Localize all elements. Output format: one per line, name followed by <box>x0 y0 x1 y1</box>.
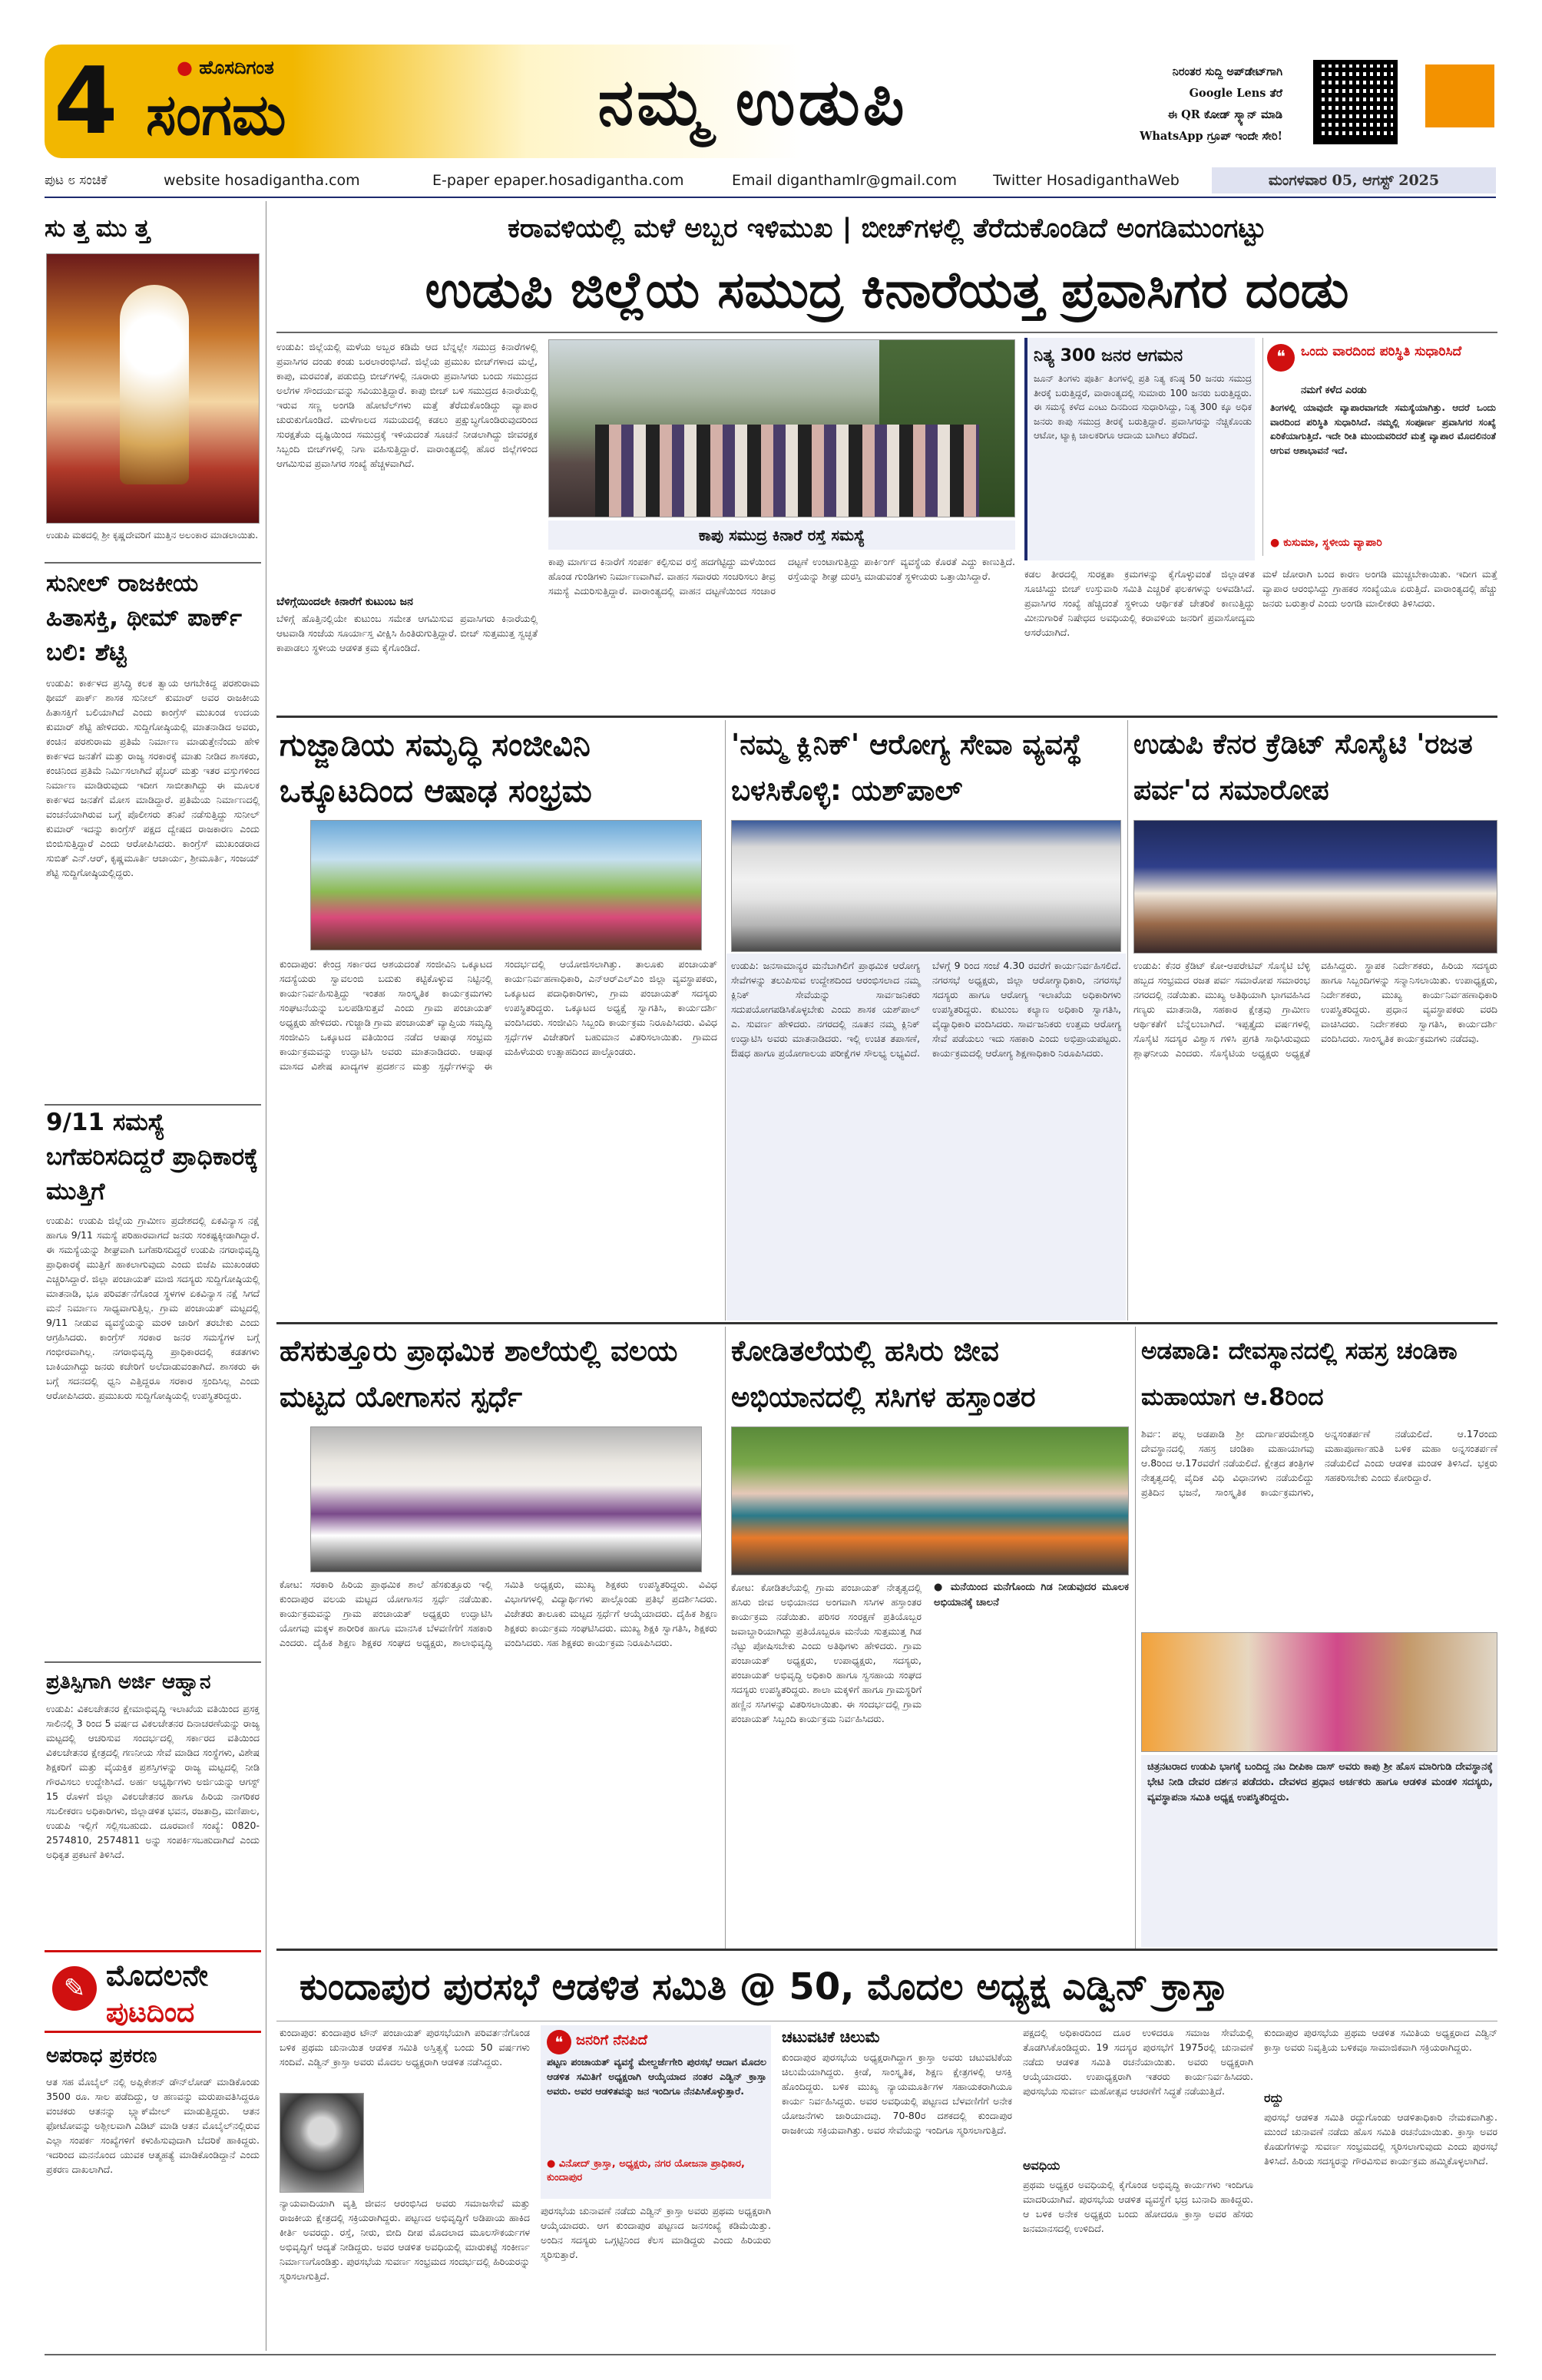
story-5-side-note: ● ಮನೆಯಿಂದ ಮನೆಗೊಂದು ಗಿಡ ನೀಡುವುದರ ಮೂಲಕ ಅಭಿಯಾನಕ್ಕೆ ಚಾಲನೆ <box>934 1582 1129 1608</box>
page-title: ನಮ್ಮ ಉಡುಪಿ <box>597 64 908 140</box>
sidebar-story-3-body: ಉಡುಪಿ: ವಿಕಲಚೇತನರ ಕ್ಷೇಮಾಭಿವೃದ್ಧಿ ಇಲಾಖೆಯ ವತಿಯಿಂದ ಪ್ರಸಕ್ತ ಸಾಲಿನಲ್ಲಿ 3 ರಿಂದ 5 ವರ್ಷದ ವಿಕಲಚೇತನರ ದಿನಾಚರಣೆಯನ್ನು ರಾಜ್ಯ ಮಟ್ಟದಲ್ಲಿ ಆಚರಿಸುವ ಸಂದರ್ಭದಲ್ಲಿ ಸರ್ಕಾರದ ವತಿಯಿಂದ ವಿಕಲಚೇತನರ ಕ್ಷೇತ್ರದಲ್ಲಿ ಗಣನೀಯ ಸೇವೆ ಮಾಡಿದ ಸಂಸ್ಥೆಗಳು, ವಿಶೇಷ ಶಿಕ್ಷಕರಿಗೆ ಮತ್ತು ವೈಯಕ್ತಿಕ ಪ್ರಶಸ್ತಿಗಳನ್ನು ರಾಜ್ಯ ಮಟ್ಟದಲ್ಲಿ ನೀಡಿ ಗೌರವಿಸಲು ಉದ್ದೇಶಿಸಿದೆ. ಅರ್ಹ ಅಭ್ಯರ್ಥಿಗಳು ಅರ್ಜಿಯನ್ನು ಆಗಸ್ಟ್ 15 ರೊಳಗೆ ಜಿಲ್ಲಾ ವಿಕಲಚೇತನರ ಹಾಗೂ ಹಿರಿಯ ನಾಗರಿಕರ ಸಬಲೀಕರಣ ಅಧಿಕಾರಿಗಳು, ಜಿಲ್ಲಾಡಳಿತ ಭವನ, ರಜತಾದ್ರಿ, ಮಣಿಪಾಲ, ಉಡುಪಿ ಇಲ್ಲಿಗೆ ಸಲ್ಲಿಸಬಹುದು. ದೂರವಾಣಿ ಸಂಖ್ಯೆ: 0820-2574810, 2574811 ಅನ್ನು ಸಂಪರ್ಕಿಸಬಹುದಾಗಿದೆ ಎಂದು ಅಧಿಕೃತ ಪ್ರಕಟಣೆ ತಿಳಿಸಿದೆ. <box>46 1703 260 1860</box>
sidebar-story-4-headline: ಅಪರಾಧ ಪ್ರಕರಣ <box>46 2044 157 2068</box>
story-2-headline: 'ನಮ್ಮ ಕ್ಲಿನಿಕ್' ಆರೋಗ್ಯ ಸೇವಾ ವ್ಯವಸ್ಥೆ ಬಳಸಿಕೊಳ್ಳಿ: ಯಶ್‌ಪಾಲ್ <box>731 728 1082 807</box>
bottom-col1: ಕುಂದಾಪುರ: ಕುಂದಾಪುರ ಟೌನ್ ಪಂಚಾಯತ್ ಪುರಸಭೆಯಾಗಿ ಪರಿವರ್ತನೆಗೊಂಡ ಬಳಿಕ ಪ್ರಥಮ ಚುನಾಯಿತ ಆಡಳಿತ ಸಮಿತಿ ಅಸ್ತಿತ್ವಕ್ಕೆ ಬಂದು 50 ವರ್ಷಗಳು ಸಂದಿವೆ. ಎಡ್ವಿನ್ ಕ್ರಾಸ್ತಾ ಅವರು ಮೊದಲ ಅಧ್ಯಕ್ಷರಾಗಿ ಆಡಳಿತ ನಡೆಸಿದ್ದರು. <box>280 2027 530 2068</box>
story-6-photo <box>1141 1632 1497 1752</box>
story-1-photo <box>310 820 702 950</box>
pen-icon: ✎ <box>52 1966 97 2011</box>
bottom-col4: ಪಕ್ಷದಲ್ಲಿ ಅಧಿಕಾರದಿಂದ ದೂರ ಉಳಿದರೂ ಸಮಾಜ ಸೇವೆಯಲ್ಲಿ ತೊಡಗಿಸಿಕೊಂಡಿದ್ದರು. 19 ಸದಸ್ಯರ ಪುರಸಭೆಗೆ 1975ರಲ್ಲಿ ಚುನಾವಣೆ ನಡೆದು ಆಡಳಿತ ಸಮಿತಿ ರಚನೆಯಾಯಿತು. ಅವರು ಅಧ್ಯಕ್ಷರಾಗಿ ಆಯ್ಕೆಯಾದರು. ಉಪಾಧ್ಯಕ್ಷರಾಗಿ ಇತರರು ಕಾರ್ಯನಿರ್ವಹಿಸಿದರು. ಪುರಸಭೆಯ ಸುವರ್ಣ ಮಹೋತ್ಸವ ಆಚರಣೆಗೆ ಸಿದ್ಧತೆ ನಡೆಯುತ್ತಿದೆ. <box>1023 2027 1253 2097</box>
trader-quote-col: ಮಳೆ ಜೋರಾಗಿ ಬಂದ ಕಾರಣ ಅಂಗಡಿ ಮುಚ್ಚಬೇಕಾಯಿತು. ಇದೀಗ ಮತ್ತೆ ವ್ಯಾಪಾರ ಆರಂಭಿಸಿದ್ದು ಗ್ರಾಹಕರ ಸಂಖ್ಯೆಯೂ ಏರುತ್ತಿದೆ. ವಾರಾಂತ್ಯದಲ್ಲಿ ಹೆಚ್ಚು ಜನರು ಬರುತ್ತಾರೆ ಎಂದು ಅಂಗಡಿ ಮಾಲೀಕರು ತಿಳಿಸಿದರು. <box>1262 568 1497 609</box>
lead-col1b: ಬೆಳಿಗ್ಗೆ ಹೊತ್ತಿನಲ್ಲಿಯೇ ಕುಟುಂಬ ಸಮೇತ ಆಗಮಿಸುವ ಪ್ರವಾಸಿಗರು ಕಿನಾರೆಯಲ್ಲಿ ಆಟವಾಡಿ ಸಂಜೆಯ ಸೂರ್ಯಾಸ್ತ ವೀಕ್ಷಿಸಿ ಹಿಂತಿರುಗುತ್ತಿದ್ದಾರೆ. ಬೀಚ್ ಸುತ್ತಮುತ್ತ ಸ್ವಚ್ಛತೆ ಕಾಪಾಡಲು ಸ್ಥಳೀಯ ಆಡಳಿತ ಕ್ರಮ ಕೈಗೊಂಡಿದೆ. <box>276 613 538 653</box>
first-page-line-1: ಮೊದಲನೇ <box>106 1959 208 1992</box>
story-4-photo <box>310 1426 702 1572</box>
brand-text: ಹೊಸದಿಗಂತ <box>199 57 274 78</box>
bottom-col5: ಕುಂದಾಪುರ ಪುರಸಭೆಯ ಪ್ರಥಮ ಆಡಳಿತ ಸಮಿತಿಯ ಅಧ್ಯಕ್ಷರಾದ ಎಡ್ವಿನ್ ಕ್ರಾಸ್ತಾ ಅವರು ನಿವೃತ್ತಿಯ ಬಳಿಕವೂ ಸಾಮಾಜಿಕವಾಗಿ ಸಕ್ರಿಯರಾಗಿದ್ದರು. <box>1264 2027 1497 2053</box>
pages-info: ಪುಟ ೮ ಸಂಚಿಕೆ <box>45 173 108 188</box>
quote-icon: ❝ <box>1267 344 1295 372</box>
promo-line-1: ನಿರಂತರ ಸುದ್ದಿ ಅಪ್‌ಡೇಟ್‌ಗಾಗಿ <box>1172 65 1282 78</box>
lead-col-mid: ಕಾಪು ಮಾರ್ಗದ ಕಿನಾರೆಗೆ ಸಂಪರ್ಕ ಕಲ್ಪಿಸುವ ರಸ್ತೆ ಹದಗೆಟ್ಟಿದ್ದು ಮಳೆಯಿಂದ ಹೊಂಡ ಗುಂಡಿಗಳು ನಿರ್ಮಾಣವಾಗಿವೆ. ವಾಹನ ಸವಾರರು ಸಂಚರಿಸಲು ತೀವ್ರ ಸಮಸ್ಯೆ ಎದುರಿಸುತ್ತಿದ್ದಾರೆ. ವಾರಾಂತ್ಯದಲ್ಲಿ ವಾಹನ ದಟ್ಟಣೆಯಿಂದ ಸಂಚಾರ ದಟ್ಟಣೆ ಉಂಟಾಗುತ್ತಿದ್ದು ಪಾರ್ಕಿಂಗ್ ವ್ಯವಸ್ಥೆಯ ಕೊರತೆ ಎದ್ದು ಕಾಣುತ್ತಿದೆ. ರಸ್ತೆಯನ್ನು ಶೀಘ್ರ ದುರಸ್ತಿ ಮಾಡುವಂತೆ ಸ್ಥಳೀಯರು ಒತ್ತಾಯಿಸಿದ್ದಾರೆ. <box>548 556 1015 597</box>
dissolved-subhead: ರದ್ದು <box>1264 2091 1284 2105</box>
beach-photo-caption: ಕಾಪು ಸಮುದ್ರ ಕಿನಾರೆ ರಸ್ತೆ ಸಮಸ್ಯೆ <box>698 526 865 544</box>
story-6-body: ಶಿರ್ವ: ಪಲ್ಲ ಅಡಪಾಡಿ ಶ್ರೀ ದುರ್ಗಾಪರಮೇಶ್ವರಿ ದೇವಸ್ಥಾನದಲ್ಲಿ ಸಹಸ್ರ ಚಂಡಿಕಾ ಮಹಾಯಾಗವು ಆ.8ರಿಂದ ಆ.17ರವರೆಗೆ ನಡೆಯಲಿದೆ. ಕ್ಷೇತ್ರದ ತಂತ್ರಿಗಳ ನೇತೃತ್ವದಲ್ಲಿ ವೈದಿಕ ವಿಧಿ ವಿಧಾನಗಳು ನಡೆಯಲಿದ್ದು ಪ್ರತಿದಿನ ಭಜನೆ, ಸಾಂಸ್ಕೃತಿಕ ಕಾರ್ಯಕ್ರಮಗಳು, ಅನ್ನಸಂತರ್ಪಣೆ ನಡೆಯಲಿದೆ. ಆ.17ರಂದು ಮಹಾಪೂರ್ಣಾಹುತಿ ಬಳಿಕ ಮಹಾ ಅನ್ನಸಂತರ್ಪಣೆ ನಡೆಯಲಿದೆ ಎಂದು ಆಡಳಿತ ಮಂಡಳಿ ತಿಳಿಸಿದೆ. ಭಕ್ತರು ಸಹಕರಿಸಬೇಕು ಎಂದು ಕೋರಿದ್ದಾರೆ. <box>1141 1428 1497 1498</box>
issue-date: ಮಂಗಳವಾರ 05, ಆಗಸ್ಟ್ 2025 <box>1212 167 1496 193</box>
activity-subhead: ಚಟುವಟಿಕೆ ಚಿಲುಮೆ <box>782 2028 881 2046</box>
trader-quote-sign: ● ಕುಸುಮಾ, ಸ್ಥಳೀಯ ವ್ಯಾಪಾರಿ <box>1270 537 1382 549</box>
bottom-col1b: ನ್ಯಾಯವಾದಿಯಾಗಿ ವೃತ್ತಿ ಜೀವನ ಆರಂಭಿಸಿದ ಅವರು ಸಮಾಜಸೇವೆ ಮತ್ತು ರಾಜಕೀಯ ಕ್ಷೇತ್ರದಲ್ಲಿ ಸಕ್ರಿಯರಾಗಿದ್ದರು. ಪಟ್ಟಣದ ಅಭಿವೃದ್ಧಿಗೆ ಅಡಿಪಾಯ ಹಾಕಿದ ಕೀರ್ತಿ ಅವರದ್ದು. ರಸ್ತೆ, ನೀರು, ಬೀದಿ ದೀಪ ಮೊದಲಾದ ಮೂಲಸೌಕರ್ಯಗಳ ಅಭಿವೃದ್ಧಿಗೆ ಆದ್ಯತೆ ನೀಡಿದ್ದರು. ಅವರ ಆಡಳಿತ ಅವಧಿಯಲ್ಲಿ ಮಾರುಕಟ್ಟೆ ಸಂಕೀರ್ಣ ನಿರ್ಮಾಣಗೊಂಡಿತ್ತು. ಪುರಸಭೆಯ ಸುವರ್ಣ ಸಂಭ್ರಮದ ಸಂದರ್ಭದಲ್ಲಿ ಹಿರಿಯರನ್ನು ಸ್ಮರಿಸಲಾಗುತ್ತಿದೆ. <box>280 2197 530 2282</box>
lead-col1-subhead: ಬೆಳಿಗ್ಗೆಯಿಂದಲೇ ಕಿನಾರೆಗೆ ಕುಟುಂಬ ಜನ <box>276 596 413 608</box>
daily-visitors-title: ನಿತ್ಯ 300 ಜನರ ಆಗಮನ <box>1034 346 1183 365</box>
bottom-col4b: ಪ್ರಥಮ ಅಧ್ಯಕ್ಷರ ಅವಧಿಯಲ್ಲಿ ಕೈಗೊಂಡ ಅಭಿವೃದ್ಧಿ ಕಾರ್ಯಗಳು ಇಂದಿಗೂ ಮಾದರಿಯಾಗಿವೆ. ಪುರಸಭೆಯ ಆಡಳಿತ ವ್ಯವಸ್ಥೆಗೆ ಭದ್ರ ಬುನಾದಿ ಹಾಕಿದ್ದರು. ಆ ಬಳಿಕ ಅನೇಕ ಅಧ್ಯಕ್ಷರು ಬಂದು ಹೋದರೂ ಕ್ರಾಸ್ತಾ ಅವರ ಹೆಸರು ಜನಮಾನಸದಲ್ಲಿ ಉಳಿದಿದೆ. <box>1023 2179 1253 2234</box>
lead-col-lower: ಕಡಲ ತೀರದಲ್ಲಿ ಸುರಕ್ಷತಾ ಕ್ರಮಗಳನ್ನು ಕೈಗೊಳ್ಳುವಂತೆ ಜಿಲ್ಲಾಡಳಿತ ಸೂಚಿಸಿದ್ದು ಬೀಚ್ ಉಸ್ತುವಾರಿ ಸಮಿತಿ ಎಚ್ಚರಿಕೆ ಫಲಕಗಳನ್ನು ಅಳವಡಿಸಿದೆ. ಪ್ರವಾಸಿಗರ ಸಂಖ್ಯೆ ಹೆಚ್ಚಿದಂತೆ ಸ್ಥಳೀಯ ಆರ್ಥಿಕತೆ ಚೇತರಿಕೆ ಕಾಣುತ್ತಿದ್ದು ಮೀನುಗಾರಿಕೆ ನಿಷೇಧದ ಅವಧಿಯಲ್ಲಿ ಕರಾವಳಿಯ ಜನರಿಗೆ ಪ್ರವಾಸೋದ್ಯಮ ಆಸರೆಯಾಗಿದೆ. <box>1024 568 1255 638</box>
people-remember-title: ಜನರಿಗೆ ನೆನಪಿದೆ <box>576 2032 647 2048</box>
daily-visitors-body: ಜೂನ್ ತಿಂಗಳು ಪೂರ್ತಿ ತಿಂಗಳಲ್ಲಿ ಪ್ರತಿ ನಿತ್ಯ ಕನಿಷ್ಠ 50 ಜನರು ಸಮುದ್ರ ತೀರಕ್ಕೆ ಬರುತ್ತಿದ್ದರೆ, ವಾರಾಂತ್ಯದಲ್ಲಿ ಸುಮಾರು 100 ಜನರು ಬರುತ್ತಿದ್ದರು. ಈ ಸಮಸ್ಯೆ ಕಳೆದ ಎಂಟು ದಿನದಿಂದ ಸುಧಾರಿಸಿದ್ದು, ನಿತ್ಯ 300 ಕ್ಕೂ ಅಧಿಕ ಜನರು ಕಾಪು ಸಮುದ್ರ ತೀರಕ್ಕೆ ಬರುತ್ತಿದ್ದಾರೆ. ಪ್ರವಾಸಿಗರನ್ನು ನೆಚ್ಚಿಕೊಂಡು ಆಟೋ, ಟ್ಯಾಕ್ಸಿ ಚಾಲಕರಿಗೂ ಆದಾಯ ಬಾಗಿಲು ತೆರೆದಿದೆ. <box>1034 373 1252 441</box>
lead-col1: ಉಡುಪಿ: ಜಿಲ್ಲೆಯಲ್ಲಿ ಮಳೆಯ ಅಬ್ಬರ ಕಡಿಮೆ ಆದ ಬೆನ್ನಲ್ಲೇ ಸಮುದ್ರ ಕಿನಾರೆಗಳಲ್ಲಿ ಪ್ರವಾಸಿಗರ ದಂಡು ಕಂಡು ಬರಲಾರಂಭಿಸಿದೆ. ಜಿಲ್ಲೆಯ ಪ್ರಮುಖ ಬೀಚ್‌ಗಳಾದ ಮಲ್ಪೆ, ಕಾಪು, ಮರವಂತೆ, ಪಡುಬಿದ್ರಿ ಬೀಚ್‌ಗಳಲ್ಲಿ ನೂರಾರು ಪ್ರವಾಸಿಗರು ಬಂದು ಸಮುದ್ರದ ಅಲೆಗಳ ಸೌಂದರ್ಯವನ್ನು ಸವಿಯುತ್ತಿದ್ದಾರೆ. ಕಾಪು ಬೀಚ್ ಬಳಿ ಸಮುದ್ರದ ಕಿನಾರೆಯಲ್ಲಿ ಇರುವ ಸಣ್ಣ ಅಂಗಡಿ ಹೋಟೆಲ್‌ಗಳು ಮತ್ತೆ ತೆರೆದುಕೊಂಡಿದ್ದು ವ್ಯಾಪಾರ ಚುರುಕುಗೊಂಡಿದೆ. ಮಳೆಗಾಲದ ಸಮಯದಲ್ಲಿ ಕಡಲು ಪ್ರಕ್ಷುಬ್ಧಗೊಂಡಿರುವುದರಿಂದ ಸುರಕ್ಷತೆಯ ದೃಷ್ಟಿಯಿಂದ ಸಮುದ್ರಕ್ಕೆ ಇಳಿಯದಂತೆ ಸೂಚನೆ ನೀಡಲಾಗಿದ್ದು ಜೀವರಕ್ಷಕ ಸಿಬ್ಬಂದಿ ಬೀಚ್‌ಗಳಲ್ಲಿ ನಿಗಾ ವಹಿಸುತ್ತಿದ್ದಾರೆ. ವಾರಾಂತ್ಯದಲ್ಲಿ ಹೊರ ಜಿಲ್ಲೆಗಳಿಂದ ಆಗಮಿಸುವ ಪ್ರವಾಸಿಗರ ಸಂಖ್ಯೆ ಹೆಚ್ಚಳವಾಗಿದೆ. <box>276 341 538 469</box>
story-5-body: ಕೋಟ: ಕೋಡಿತಲೆಯಲ್ಲಿ ಗ್ರಾಮ ಪಂಚಾಯತ್ ನೇತೃತ್ವದಲ್ಲಿ ಹಸಿರು ಜೀವ ಅಭಿಯಾನದ ಅಂಗವಾಗಿ ಸಸಿಗಳ ಹಸ್ತಾಂತರ ಕಾರ್ಯಕ್ರಮ ನಡೆಯಿತು. ಪರಿಸರ ಸಂರಕ್ಷಣೆ ಪ್ರತಿಯೊಬ್ಬರ ಜವಾಬ್ದಾರಿಯಾಗಿದ್ದು ಪ್ರತಿಯೊಬ್ಬರೂ ಮನೆಯ ಸುತ್ತಮುತ್ತ ಗಿಡ ನೆಟ್ಟು ಪೋಷಿಸಬೇಕು ಎಂದು ಅತಿಥಿಗಳು ಹೇಳಿದರು. ಗ್ರಾಮ ಪಂಚಾಯತ್ ಅಧ್ಯಕ್ಷರು, ಉಪಾಧ್ಯಕ್ಷರು, ಸದಸ್ಯರು, ಪಂಚಾಯತ್ ಅಭಿವೃದ್ಧಿ ಅಧಿಕಾರಿ ಹಾಗೂ ಸ್ವಸಹಾಯ ಸಂಘದ ಸದಸ್ಯರು ಉಪಸ್ಥಿತರಿದ್ದರು. ಶಾಲಾ ಮಕ್ಕಳಿಗೆ ಹಾಗೂ ಗ್ರಾಮಸ್ಥರಿಗೆ ಹಣ್ಣಿನ ಸಸಿಗಳನ್ನು ವಿತರಿಸಲಾಯಿತು. ಈ ಸಂದರ್ಭದಲ್ಲಿ ಗ್ರಾಮ ಪಂಚಾಯತ್ ಸಿಬ್ಬಂದಿ ಕಾರ್ಯಕ್ರಮ ನಿರ್ವಹಿಸಿದರು. <box>731 1582 922 1724</box>
column-title: ಸುತ್ತಮುತ್ತ <box>45 213 158 243</box>
sidebar-story-1-headline: ಸುನೀಲ್ ರಾಜಕೀಯ ಹಿತಾಸಕ್ತಿ, ಥೀಮ್ ಪಾರ್ಕ್ ಬಲಿ: ಶೆಟ್ಟಿ <box>46 570 242 666</box>
lead-headline: ಉಡುಪಿ ಜಿಲ್ಲೆಯ ಸಮುದ್ರ ಕಿನಾರೆಯತ್ತ ಪ್ರವಾಸಿಗರ ದಂಡು <box>425 260 1349 319</box>
qr-promo <box>1090 61 1282 154</box>
sidebar-story-2-headline: 9/11 ಸಮಸ್ಯೆ ಬಗೆಹರಿಸದಿದ್ದರೆ ಪ್ರಾಧಿಕಾರಕ್ಕೆ ಮುತ್ತಿಗೆ <box>46 1109 259 1205</box>
first-page-line-2: ಪುಟದಿಂದ <box>106 1997 195 2028</box>
sidebar-story-4-body: ಆತ ಸಹ ಮೊಬೈಲ್ ನಲ್ಲಿ ಅಪ್ಲಿಕೇಶನ್ ಡೌನ್‌ಲೋಡ್ ಮಾಡಿಕೊಂಡು 3500 ರೂ. ಸಾಲ ಪಡೆದಿದ್ದು, ಆ ಹಣವನ್ನು ಮರುಪಾವತಿಸಿದ್ದರೂ ವಂಚಕರು ಆತನನ್ನು ಬ್ಲ್ಯಾಕ್‌ಮೇಲ್ ಮಾಡುತ್ತಿದ್ದರು. ಆತನ ಫೋಟೋವನ್ನು ಅಶ್ಲೀಲವಾಗಿ ಎಡಿಟ್ ಮಾಡಿ ಆತನ ಮೊಬೈಲ್‌ನಲ್ಲಿರುವ ಎಲ್ಲಾ ಸಂಪರ್ಕ ಸಂಖ್ಯೆಗಳಿಗೆ ಕಳುಹಿಸುವುದಾಗಿ ಬೆದರಿಕೆ ಹಾಕಿದ್ದರು. ಇದರಿಂದ ಮನನೊಂದ ಯುವಕ ಆತ್ಮಹತ್ಯೆ ಮಾಡಿಕೊಂಡಿದ್ದಾನೆ ಎಂದು ಪ್ರಕರಣ ದಾಖಲಾಗಿದೆ. <box>46 2076 260 2175</box>
email-link[interactable]: Email diganthamlr@gmail.com <box>732 172 957 189</box>
edwin-crasta-portrait <box>280 2093 364 2193</box>
lead-kicker: ಕರಾವಳಿಯಲ್ಲಿ ಮಳೆ ಅಬ್ಬರ ಇಳಿಮುಖ | ಬೀಚ್‌ಗಳಲ್ಲಿ ತೆರೆದುಕೊಂಡಿದೆ ಅಂಗಡಿಮುಂಗಟ್ಟು <box>508 213 1266 244</box>
story-6-headline: ಅಡಪಾಡಿ: ದೇವಸ್ಥಾನದಲ್ಲಿ ಸಹಸ್ರ ಚಂಡಿಕಾ ಮಹಾಯಾಗ ಆ.8ರಿಂದ <box>1141 1337 1458 1411</box>
story-3-headline: ಉಡುಪಿ ಕೆನರ ಕ್ರೆಡಿಟ್ ಸೊಸೈಟಿ 'ರಜತ ಪರ್ವ'ದ ಸಮಾರೋಪ <box>1133 729 1473 806</box>
bottom-col2: ಪುರಸಭೆಯ ಚುನಾವಣೆ ನಡೆದು ಎಡ್ವಿನ್ ಕ್ರಾಸ್ತಾ ಅವರು ಪ್ರಥಮ ಅಧ್ಯಕ್ಷರಾಗಿ ಆಯ್ಕೆಯಾದರು. ಆಗ ಕುಂದಾಪುರ ಪಟ್ಟಣದ ಜನಸಂಖ್ಯೆ ಕಡಿಮೆಯಿತ್ತು. ಅಂದಿನ ಸದಸ್ಯರು ಒಗ್ಗಟ್ಟಿನಿಂದ ಕೆಲಸ ಮಾಡಿದ್ದರು ಎಂದು ಹಿರಿಯರು ಸ್ಮರಿಸುತ್ತಾರೆ. <box>541 2205 771 2260</box>
epaper-link[interactable]: E-paper epaper.hosadigantha.com <box>432 172 684 189</box>
bottom-col3: ಕುಂದಾಪುರ ಪುರಸಭೆಯ ಅಧ್ಯಕ್ಷರಾಗಿದ್ದಾಗ ಕ್ರಾಸ್ತಾ ಅವರು ಚಟುವಟಿಕೆಯ ಚಿಲುಮೆಯಾಗಿದ್ದರು. ಕ್ರೀಡೆ, ಸಾಂಸ್ಕೃತಿಕ, ಶಿಕ್ಷಣ ಕ್ಷೇತ್ರಗಳಲ್ಲಿ ಆಸಕ್ತಿ ಹೊಂದಿದ್ದರು. ಬಳಿಕ ಮುಖ್ಯ ನ್ಯಾಯಮೂರ್ತಿಗಳ ಸಹಾಯಕರಾಗಿಯೂ ಕಾರ್ಯ ನಿರ್ವಹಿಸಿದ್ದರು. ಅವರ ಅವಧಿಯಲ್ಲಿ ಪಟ್ಟಣದ ಬೆಳವಣಿಗೆಗೆ ಅನೇಕ ಯೋಜನೆಗಳು ಜಾರಿಯಾದವು. 70-80ರ ದಶಕದಲ್ಲಿ ಕುಂದಾಪುರ ರಾಜಕೀಯ ಸಕ್ರಿಯವಾಗಿತ್ತು. ಅವರ ಸೇವೆಯನ್ನು ಇಂದಿಗೂ ಸ್ಮರಿಸಲಾಗುತ್ತಿದೆ. <box>782 2051 1012 2136</box>
trader-quote-subtitle: ನಮಗೆ ಕಳೆದ ಎರಡು <box>1301 385 1367 396</box>
quote-icon-2: ❝ <box>547 2030 571 2054</box>
story-1-headline: ಗುಜ್ಜಾಡಿಯ ಸಮೃದ್ಧಿ ಸಂಜೀವಿನಿ ಒಕ್ಕೂಟದಿಂದ ಆಷಾಢ ಸಂಭ್ರಮ <box>280 726 592 809</box>
beach-photo-caption-bar <box>548 521 1015 550</box>
promo-line-3: ಈ QR ಕೋಡ್ ಸ್ಕ್ಯಾನ್ ಮಾಡಿ <box>1167 108 1282 121</box>
first-page-badge <box>45 1950 261 2033</box>
story-2-body: ಉಡುಪಿ: ಜನಸಾಮಾನ್ಯರ ಮನೆಬಾಗಿಲಿಗೆ ಪ್ರಾಥಮಿಕ ಆರೋಗ್ಯ ಸೇವೆಗಳನ್ನು ತಲುಪಿಸುವ ಉದ್ದೇಶದಿಂದ ಆರಂಭಿಸಲಾದ ನಮ್ಮ ಕ್ಲಿನಿಕ್ ಸೇವೆಯನ್ನು ಸಾರ್ವಜನಿಕರು ಸದುಪಯೋಗಪಡಿಸಿಕೊಳ್ಳಬೇಕು ಎಂದು ಶಾಸಕ ಯಶ್‌ಪಾಲ್ ಎ. ಸುವರ್ಣ ಹೇಳಿದರು. ನಗರದಲ್ಲಿ ನೂತನ ನಮ್ಮ ಕ್ಲಿನಿಕ್ ಉದ್ಘಾಟಿಸಿ ಅವರು ಮಾತನಾಡಿದರು. ಇಲ್ಲಿ ಉಚಿತ ತಪಾಸಣೆ, ಔಷಧ ಹಾಗೂ ಪ್ರಯೋಗಾಲಯ ಪರೀಕ್ಷೆಗಳ ಸೌಲಭ್ಯ ಲಭ್ಯವಿದೆ. ಬೆಳಗ್ಗೆ 9 ರಿಂದ ಸಂಜೆ 4.30 ರವರೆಗೆ ಕಾರ್ಯನಿರ್ವಹಿಸಲಿದೆ. ನಗರಸಭೆ ಅಧ್ಯಕ್ಷರು, ಜಿಲ್ಲಾ ಆರೋಗ್ಯಾಧಿಕಾರಿ, ನಗರಸಭೆ ಸದಸ್ಯರು ಹಾಗೂ ಆರೋಗ್ಯ ಇಲಾಖೆಯ ಅಧಿಕಾರಿಗಳು ಉಪಸ್ಥಿತರಿದ್ದರು. ಕುಟುಂಬ ಕಲ್ಯಾಣ ಅಧಿಕಾರಿ ಸ್ವಾಗತಿಸಿ, ವೈದ್ಯಾಧಿಕಾರಿ ವಂದಿಸಿದರು. ಸಾರ್ವಜನಿಕರು ಉತ್ತಮ ಆರೋಗ್ಯ ಸೇವೆ ಪಡೆಯಲು ಇದು ಸಹಕಾರಿ ಎಂದು ಅಭಿಪ್ರಾಯಪಟ್ಟರು. ಕಾರ್ಯಕ್ರಮದಲ್ಲಿ ಆರೋಗ್ಯ ಶಿಕ್ಷಣಾಧಿಕಾರಿ ನಿರೂಪಿಸಿದರು. <box>731 960 1121 1059</box>
deity-photo <box>46 253 260 524</box>
bottom-col5b: ಪುರಸಭೆ ಆಡಳಿತ ಸಮಿತಿ ರದ್ದುಗೊಂಡು ಆಡಳಿತಾಧಿಕಾರಿ ನೇಮಕವಾಗಿತ್ತು. ಮುಂದೆ ಚುನಾವಣೆ ನಡೆದು ಹೊಸ ಸಮಿತಿ ರಚನೆಯಾಯಿತು. ಕ್ರಾಸ್ತಾ ಅವರ ಕೊಡುಗೆಗಳನ್ನು ಸುವರ್ಣ ಸಂಭ್ರಮದಲ್ಲಿ ಸ್ಮರಿಸಲಾಗುವುದು ಎಂದು ಪುರಸಭೆ ತಿಳಿಸಿದೆ. ಹಿರಿಯ ಸದಸ್ಯರನ್ನು ಗೌರವಿಸುವ ಕಾರ್ಯಕ್ರಮ ಹಮ್ಮಿಕೊಳ್ಳಲಾಗಿದೆ. <box>1264 2111 1497 2167</box>
qr-code-icon[interactable] <box>1313 60 1398 144</box>
sidebar-story-3-headline: ಪ್ರತಿಸ್ಪಿಗಾಗಿ ಅರ್ಜಿ ಆಹ್ವಾನ <box>46 1671 211 1694</box>
website-link[interactable]: website hosadigantha.com <box>164 172 360 189</box>
trader-quote-body: ತಿಂಗಳಲ್ಲಿ ಯಾವುದೇ ವ್ಯಾಪಾರವಾಗದೇ ಸಮಸ್ಯೆಯಾಗಿತ್ತು. ಆದರೆ ಒಂದು ವಾರದಿಂದ ಪರಿಸ್ಥಿತಿ ಸುಧಾರಿಸಿದೆ. ನಮ್ಮಲ್ಲಿ ಸಂಪೂರ್ಣ ಪ್ರವಾಸಿಗರ ಸಂಖ್ಯೆ ಏರಿಕೆಯಾಗುತ್ತಿದೆ. ಇದೇ ರೀತಿ ಮುಂದುವರಿದರೆ ಮತ್ತೆ ವ್ಯಾಪಾರ ಮೊದಲಿನಂತೆ ಆಗುವ ಆಶಾಭಾವನೆ ಇದೆ. <box>1270 402 1496 456</box>
twitter-link[interactable]: Twitter HosadiganthaWeb <box>993 172 1180 189</box>
info-bar <box>45 167 1496 193</box>
people-remember-sign: ● ವಿನೋದ್ ಕ್ರಾಸ್ತಾ, ಅಧ್ಯಕ್ಷರು, ನಗರ ಯೋಜನಾ ಪ್ರಾಧಿಕಾರ, ಕುಂದಾಪುರ <box>547 2158 745 2183</box>
story-2-photo <box>731 820 1121 952</box>
masthead-orange-block <box>1425 64 1494 127</box>
promo-line-4: WhatsApp ಗ್ರೂಪ್ ಇಂದೇ ಸೇರಿ! <box>1140 130 1282 143</box>
page-number: 4 <box>54 48 118 155</box>
promo-line-2: Google Lens ತೆರೆ <box>1189 87 1282 100</box>
story-5-photo <box>731 1426 1129 1575</box>
story-3-photo <box>1133 820 1497 954</box>
story-4-body: ಕೋಟ: ಸರಕಾರಿ ಹಿರಿಯ ಪ್ರಾಥಮಿಕ ಶಾಲೆ ಹೆಸಕುತ್ತೂರು ಇಲ್ಲಿ ಕುಂದಾಪುರ ವಲಯ ಮಟ್ಟದ ಯೋಗಾಸನ ಸ್ಪರ್ಧೆ ನಡೆಯಿತು. ಕಾರ್ಯಕ್ರಮವನ್ನು ಗ್ರಾಮ ಪಂಚಾಯತ್ ಅಧ್ಯಕ್ಷರು ಉದ್ಘಾಟಿಸಿ ಯೋಗವು ಮಕ್ಕಳ ಶಾರೀರಿಕ ಹಾಗೂ ಮಾನಸಿಕ ಬೆಳವಣಿಗೆಗೆ ಸಹಕಾರಿ ಎಂದರು. ದೈಹಿಕ ಶಿಕ್ಷಣ ಶಿಕ್ಷಕರ ಸಂಘದ ಅಧ್ಯಕ್ಷರು, ಶಾಲಾಭಿವೃದ್ಧಿ ಸಮಿತಿ ಅಧ್ಯಕ್ಷರು, ಮುಖ್ಯ ಶಿಕ್ಷಕರು ಉಪಸ್ಥಿತರಿದ್ದರು. ವಿವಿಧ ವಿಭಾಗಗಳಲ್ಲಿ ವಿದ್ಯಾರ್ಥಿಗಳು ಪಾಲ್ಗೊಂಡು ಪ್ರತಿಭೆ ಪ್ರದರ್ಶಿಸಿದರು. ವಿಜೇತರು ತಾಲೂಕು ಮಟ್ಟದ ಸ್ಪರ್ಧೆಗೆ ಆಯ್ಕೆಯಾದರು. ದೈಹಿಕ ಶಿಕ್ಷಣ ಶಿಕ್ಷಕರು ಕಾರ್ಯಕ್ರಮ ಸಂಘಟಿಸಿದರು. ಮುಖ್ಯ ಶಿಕ್ಷಕಿ ಸ್ವಾಗತಿಸಿ, ಶಿಕ್ಷಕರು ವಂದಿಸಿದರು. ಸಹ ಶಿಕ್ಷಕರು ಕಾರ್ಯಕ್ರಮ ನಿರೂಪಿಸಿದರು. <box>280 1578 717 1648</box>
sidebar-story-1-body: ಉಡುಪಿ: ಕಾರ್ಕಳದ ಪ್ರಸಿದ್ಧಿ ಕಲಕ ತ್ವಾಯ ಆಗಬೇಕಿದ್ದ ಪರಶುರಾಮ ಥೀಮ್ ಪಾರ್ಕ್ ಶಾಸಕ ಸುನೀಲ್ ಕುಮಾರ್ ಅವರ ರಾಜಕೀಯ ಹಿತಾಸಕ್ತಿಗೆ ಬಲಿಯಾಗಿದೆ ಎಂದು ಕಾಂಗ್ರೆಸ್ ಮುಖಂಡ ಉದಯ ಕುಮಾರ್ ಶೆಟ್ಟಿ ಹೇಳಿದರು. ಸುದ್ದಿಗೋಷ್ಠಿಯಲ್ಲಿ ಮಾತನಾಡಿದ ಅವರು, ಕಂಚಿನ ಪರಶುರಾಮ ಪ್ರತಿಮೆ ನಿರ್ಮಾಣ ಮಾಡುತ್ತೇನೆಂದು ಹೇಳಿ ಕಾರ್ಕಳದ ಜನತೆಗೆ ಮತ್ತು ರಾಜ್ಯ ಸರಕಾರಕ್ಕೆ ಮಾತು ನೀಡಿದ ಶಾಸಕರು, ಕಂಚಿನಿಂದ ಪ್ರತಿಮೆ ನಿರ್ಮಿಸಲಾಗಿದೆ ಫೈಬರ್ ಮತ್ತು ಇತರ ವಸ್ತುಗಳಿಂದ ನಿರ್ಮಾಣ ಮಾಡಿರುವುದು ಇದೀಗ ಸಾಬೀತಾಗಿದ್ದು ಈ ಮೂಲಕ ಕಾರ್ಕಳದ ಜನತೆಗೆ ಮೋಸ ಮಾಡಿದ್ದಾರೆ. ಪ್ರತಿಮೆಯ ನಿರ್ಮಾಣದಲ್ಲಿ ವಂಚನೆಯಾಗಿರುವ ಬಗ್ಗೆ ಪೊಲೀಸರು ತನಿಖೆ ನಡೆಸುತ್ತಿದ್ದು ಸುನೀಲ್ ಕುಮಾರ್ ಇದನ್ನು ಕಾಂಗ್ರೆಸ್ ಪಕ್ಷದ ದ್ವೇಷದ ರಾಜಕಾರಣ ಎಂದು ಬಿಂಬಿಸುತ್ತಿದ್ದಾರೆ ಎಂದು ಆರೋಪಿಸಿದರು. ಕಾಂಗ್ರೆಸ್ ಮುಖಂಡರಾದ ಸುಬಿತ್ ಎನ್.ಆರ್, ಕೃಷ್ಣಮೂರ್ತಿ ಆಚಾರ್ಯ, ಶ್ರೀಮೂರ್ತಿ, ಸಂಜಯ್ ಶೆಟ್ಟಿ ಸುದ್ದಿಗೋಷ್ಠಿಯಲ್ಲಿದ್ದರು. <box>46 677 260 878</box>
story-1-body: ಕುಂದಾಪುರ: ಕೇಂದ್ರ ಸರ್ಕಾರದ ಆಶಯದಂತೆ ಸಂಜೀವಿನಿ ಒಕ್ಕೂಟದ ಸದಸ್ಯೆಯರು ಸ್ವಾವಲಂಬಿ ಬದುಕು ಕಟ್ಟಿಕೊಳ್ಳುವ ನಿಟ್ಟಿನಲ್ಲಿ ಕಾರ್ಯನಿರ್ವಹಿಸುತ್ತಿದ್ದು ಇಂತಹ ಸಾಂಸ್ಕೃತಿಕ ಕಾರ್ಯಕ್ರಮಗಳು ಸಂಘಟನೆಯನ್ನು ಬಲಪಡಿಸುತ್ತವೆ ಎಂದು ಗ್ರಾಮ ಪಂಚಾಯತ್ ಅಧ್ಯಕ್ಷರು ಹೇಳಿದರು. ಗುಜ್ಜಾಡಿ ಗ್ರಾಮ ಪಂಚಾಯತ್ ವ್ಯಾಪ್ತಿಯ ಸಮೃದ್ಧಿ ಸಂಜೀವಿನಿ ಒಕ್ಕೂಟದ ವತಿಯಿಂದ ನಡೆದ ಆಷಾಢ ಸಂಭ್ರಮ ಕಾರ್ಯಕ್ರಮವನ್ನು ಉದ್ಘಾಟಿಸಿ ಅವರು ಮಾತನಾಡಿದರು. ಆಷಾಢ ಮಾಸದ ವಿಶೇಷ ಖಾದ್ಯಗಳ ಪ್ರದರ್ಶನ ಮತ್ತು ಸ್ಪರ್ಧೆಗಳನ್ನು ಈ ಸಂದರ್ಭದಲ್ಲಿ ಆಯೋಜಿಸಲಾಗಿತ್ತು. ತಾಲೂಕು ಪಂಚಾಯತ್ ಕಾರ್ಯನಿರ್ವಹಣಾಧಿಕಾರಿ, ಎನ್‌ಆರ್‌ಎಲ್‌ಎಂ ಜಿಲ್ಲಾ ವ್ಯವಸ್ಥಾಪಕರು, ಒಕ್ಕೂಟದ ಪದಾಧಿಕಾರಿಗಳು, ಗ್ರಾಮ ಪಂಚಾಯತ್ ಸದಸ್ಯರು ಉಪಸ್ಥಿತರಿದ್ದರು. ಒಕ್ಕೂಟದ ಅಧ್ಯಕ್ಷೆ ಸ್ವಾಗತಿಸಿ, ಕಾರ್ಯದರ್ಶಿ ವಂದಿಸಿದರು. ಸಂಜೀವಿನಿ ಸಿಬ್ಬಂದಿ ಕಾರ್ಯಕ್ರಮ ನಿರೂಪಿಸಿದರು. ವಿವಿಧ ಸ್ಪರ್ಧೆಗಳ ವಿಜೇತರಿಗೆ ಬಹುಮಾನ ವಿತರಿಸಲಾಯಿತು. ಗ್ರಾಮದ ಮಹಿಳೆಯರು ಉತ್ಸಾಹದಿಂದ ಪಾಲ್ಗೊಂಡರು. <box>280 958 717 1072</box>
tenure-subhead: ಅವಧಿಯ <box>1023 2158 1061 2173</box>
story-3-body: ಉಡುಪಿ: ಕೆನರ ಕ್ರೆಡಿಟ್ ಕೋ-ಆಪರೇಟಿವ್ ಸೊಸೈಟಿ ಬೆಳ್ಳಿ ಹಬ್ಬದ ಸಂಭ್ರಮದ ರಜತ ಪರ್ವ ಸಮಾರೋಪ ಸಮಾರಂಭ ನಗರದಲ್ಲಿ ನಡೆಯಿತು. ಮುಖ್ಯ ಅತಿಥಿಯಾಗಿ ಭಾಗವಹಿಸಿದ ಗಣ್ಯರು ಮಾತನಾಡಿ, ಸಹಕಾರ ಕ್ಷೇತ್ರವು ಗ್ರಾಮೀಣ ಆರ್ಥಿಕತೆಗೆ ಬೆನ್ನೆಲುಬಾಗಿದೆ. ಇಪ್ಪತ್ತೈದು ವರ್ಷಗಳಲ್ಲಿ ಸೊಸೈಟಿ ಸದಸ್ಯರ ವಿಶ್ವಾಸ ಗಳಿಸಿ ಪ್ರಗತಿ ಸಾಧಿಸಿರುವುದು ಶ್ಲಾಘನೀಯ ಎಂದರು. ಸೊಸೈಟಿಯ ಅಧ್ಯಕ್ಷರು ಅಧ್ಯಕ್ಷತೆ ವಹಿಸಿದ್ದರು. ಸ್ಥಾಪಕ ನಿರ್ದೇಶಕರು, ಹಿರಿಯ ಸದಸ್ಯರು ಹಾಗೂ ಸಿಬ್ಬಂದಿಗಳನ್ನು ಸನ್ಮಾನಿಸಲಾಯಿತು. ಉಪಾಧ್ಯಕ್ಷರು, ನಿರ್ದೇಶಕರು, ಮುಖ್ಯ ಕಾರ್ಯನಿರ್ವಹಣಾಧಿಕಾರಿ ಉಪಸ್ಥಿತರಿದ್ದರು. ಪ್ರಧಾನ ವ್ಯವಸ್ಥಾಪಕರು ವರದಿ ವಾಚಿಸಿದರು. ನಿರ್ದೇಶಕರು ಸ್ವಾಗತಿಸಿ, ಕಾರ್ಯದರ್ಶಿ ವಂದಿಸಿದರು. ಸಾಂಸ್ಕೃತಿಕ ಕಾರ್ಯಕ್ರಮಗಳು ನಡೆದವು. <box>1133 960 1497 1059</box>
section-name: ಸಂಗಮ <box>146 82 286 148</box>
trader-quote-title: ಒಂದು ವಾರದಿಂದ ಪರಿಸ್ಥಿತಿ ಸುಧಾರಿಸಿದೆ <box>1301 344 1462 359</box>
beach-photo <box>548 339 1015 517</box>
story-6-photo-caption: ಚಿತ್ರನಟರಾದ ಉಡುಪಿ ಭಾಗಕ್ಕೆ ಬಂದಿದ್ದ ನಟ ದೀಪಿಕಾ ದಾಸ್ ಅವರು ಕಾಪು ಶ್ರೀ ಹೊಸ ಮಾರಿಗುಡಿ ದೇವಸ್ಥಾನಕ್ಕೆ ಭೇಟಿ ನೀಡಿ ದೇವರ ದರ್ಶನ ಪಡೆದರು. ದೇವಳದ ಪ್ರಧಾನ ಅರ್ಚಕರು ಹಾಗೂ ಆಡಳಿತ ಮಂಡಳಿ ಸದಸ್ಯರು, ವ್ಯವಸ್ಥಾಪನಾ ಸಮಿತಿ ಅಧ್ಯಕ್ಷ ಉಪಸ್ಥಿತರಿದ್ದರು. <box>1147 1761 1493 1803</box>
deity-photo-caption: ಉಡುಪಿ ಮಠದಲ್ಲಿ ಶ್ರೀ ಕೃಷ್ಣದೇವರಿಗೆ ಮುತ್ತಿನ ಅಲಂಕಾರ ಮಾಡಲಾಯಿತು. <box>46 530 259 540</box>
story-4-headline: ಹೆಸಕುತ್ತೂರು ಪ್ರಾಥಮಿಕ ಶಾಲೆಯಲ್ಲಿ ವಲಯ ಮಟ್ಟದ ಯೋಗಾಸನ ಸ್ಪರ್ಧೆ <box>280 1334 678 1413</box>
sidebar-story-2-body: ಉಡುಪಿ: ಉಡುಪಿ ಜಿಲ್ಲೆಯ ಗ್ರಾಮೀಣ ಪ್ರದೇಶದಲ್ಲಿ ಏಕವಿನ್ಯಾಸ ನಕ್ಷೆ ಹಾಗೂ 9/11 ಸಮಸ್ಯೆ ಪರಿಹಾರವಾಗದೆ ಜನರು ಸಂಕಷ್ಟಕ್ಕೀಡಾಗಿದ್ದಾರೆ. ಈ ಸಮಸ್ಯೆಯನ್ನು ಶೀಘ್ರವಾಗಿ ಬಗೆಹರಿಸದಿದ್ದರೆ ಉಡುಪಿ ನಗರಾಭಿವೃದ್ಧಿ ಪ್ರಾಧಿಕಾರಕ್ಕೆ ಮುತ್ತಿಗೆ ಹಾಕಲಾಗುವುದು ಎಂದು ಬಿಜೆಪಿ ಮುಖಂಡರು ಎಚ್ಚರಿಸಿದ್ದಾರೆ. ಜಿಲ್ಲಾ ಪಂಚಾಯತ್ ಮಾಜಿ ಸದಸ್ಯರು ಸುದ್ದಿಗೋಷ್ಠಿಯಲ್ಲಿ ಮಾತನಾಡಿ, ಭೂ ಪರಿವರ್ತನೆಗೊಂಡ ಸ್ಥಳಗಳ ಏಕವಿನ್ಯಾಸ ನಕ್ಷೆ ಸಿಗದೆ ಮನೆ ನಿರ್ಮಾಣ ಸಾಧ್ಯವಾಗುತ್ತಿಲ್ಲ. ಗ್ರಾಮ ಪಂಚಾಯತ್ ಮಟ್ಟದಲ್ಲಿ 9/11 ನೀಡುವ ವ್ಯವಸ್ಥೆಯನ್ನು ಮರಳಿ ಜಾರಿಗೆ ತರಬೇಕು ಎಂದು ಆಗ್ರಹಿಸಿದರು. ಕಾಂಗ್ರೆಸ್ ಸರಕಾರ ಜನರ ಸಮಸ್ಯೆಗಳ ಬಗ್ಗೆ ಗಂಭೀರವಾಗಿಲ್ಲ. ನಗರಾಭಿವೃದ್ಧಿ ಪ್ರಾಧಿಕಾರದಲ್ಲಿ ಕಡತಗಳು ಬಾಕಿಯಾಗಿದ್ದು ಜನರು ಕಚೇರಿಗೆ ಅಲೆದಾಡುವಂತಾಗಿದೆ. ಶಾಸಕರು ಈ ಬಗ್ಗೆ ಸದನದಲ್ಲಿ ಧ್ವನಿ ಎತ್ತಿದ್ದರೂ ಸರಕಾರ ಸ್ಪಂದಿಸಿಲ್ಲ ಎಂದು ಆರೋಪಿಸಿದರು. ಪ್ರಮುಖರು ಸುದ್ದಿಗೋಷ್ಠಿಯಲ್ಲಿ ಉಪಸ್ಥಿತರಿದ್ದರು. <box>46 1215 260 1401</box>
people-remember-body: ಪಟ್ಟಣ ಪಂಚಾಯತ್ ವ್ಯವಸ್ಥೆ ಮೇಲ್ದರ್ಜೆಗೇರಿ ಪುರಸಭೆ ಆದಾಗ ಮೊದಲ ಆಡಳಿತ ಸಮಿತಿಗೆ ಅಧ್ಯಕ್ಷರಾಗಿ ಆಯ್ಕೆಯಾದ ನಂತರ ಎಡ್ವಿನ್ ಕ್ರಾಸ್ತಾ ಅವರು. ಅವರ ಆಡಳಿತವನ್ನು ಜನ ಇಂದಿಗೂ ನೆನಪಿಸಿಕೊಳ್ಳುತ್ತಾರೆ. <box>547 2056 766 2097</box>
bottom-headline: ಕುಂದಾಪುರ ಪುರಸಭೆ ಆಡಳಿತ ಸಮಿತಿ @ 50, ಮೊದಲ ಅಧ್ಯಕ್ಷ ಎಡ್ವಿನ್ ಕ್ರಾಸ್ತಾ <box>299 1965 1229 2008</box>
story-5-headline: ಕೋಡಿತಲೆಯಲ್ಲಿ ಹಸಿರು ಜೀವ ಅಭಿಯಾನದಲ್ಲಿ ಸಸಿಗಳ ಹಸ್ತಾಂತರ <box>731 1334 1036 1413</box>
brand-name: ● ಹೊಸದಿಗಂತ <box>177 57 274 78</box>
